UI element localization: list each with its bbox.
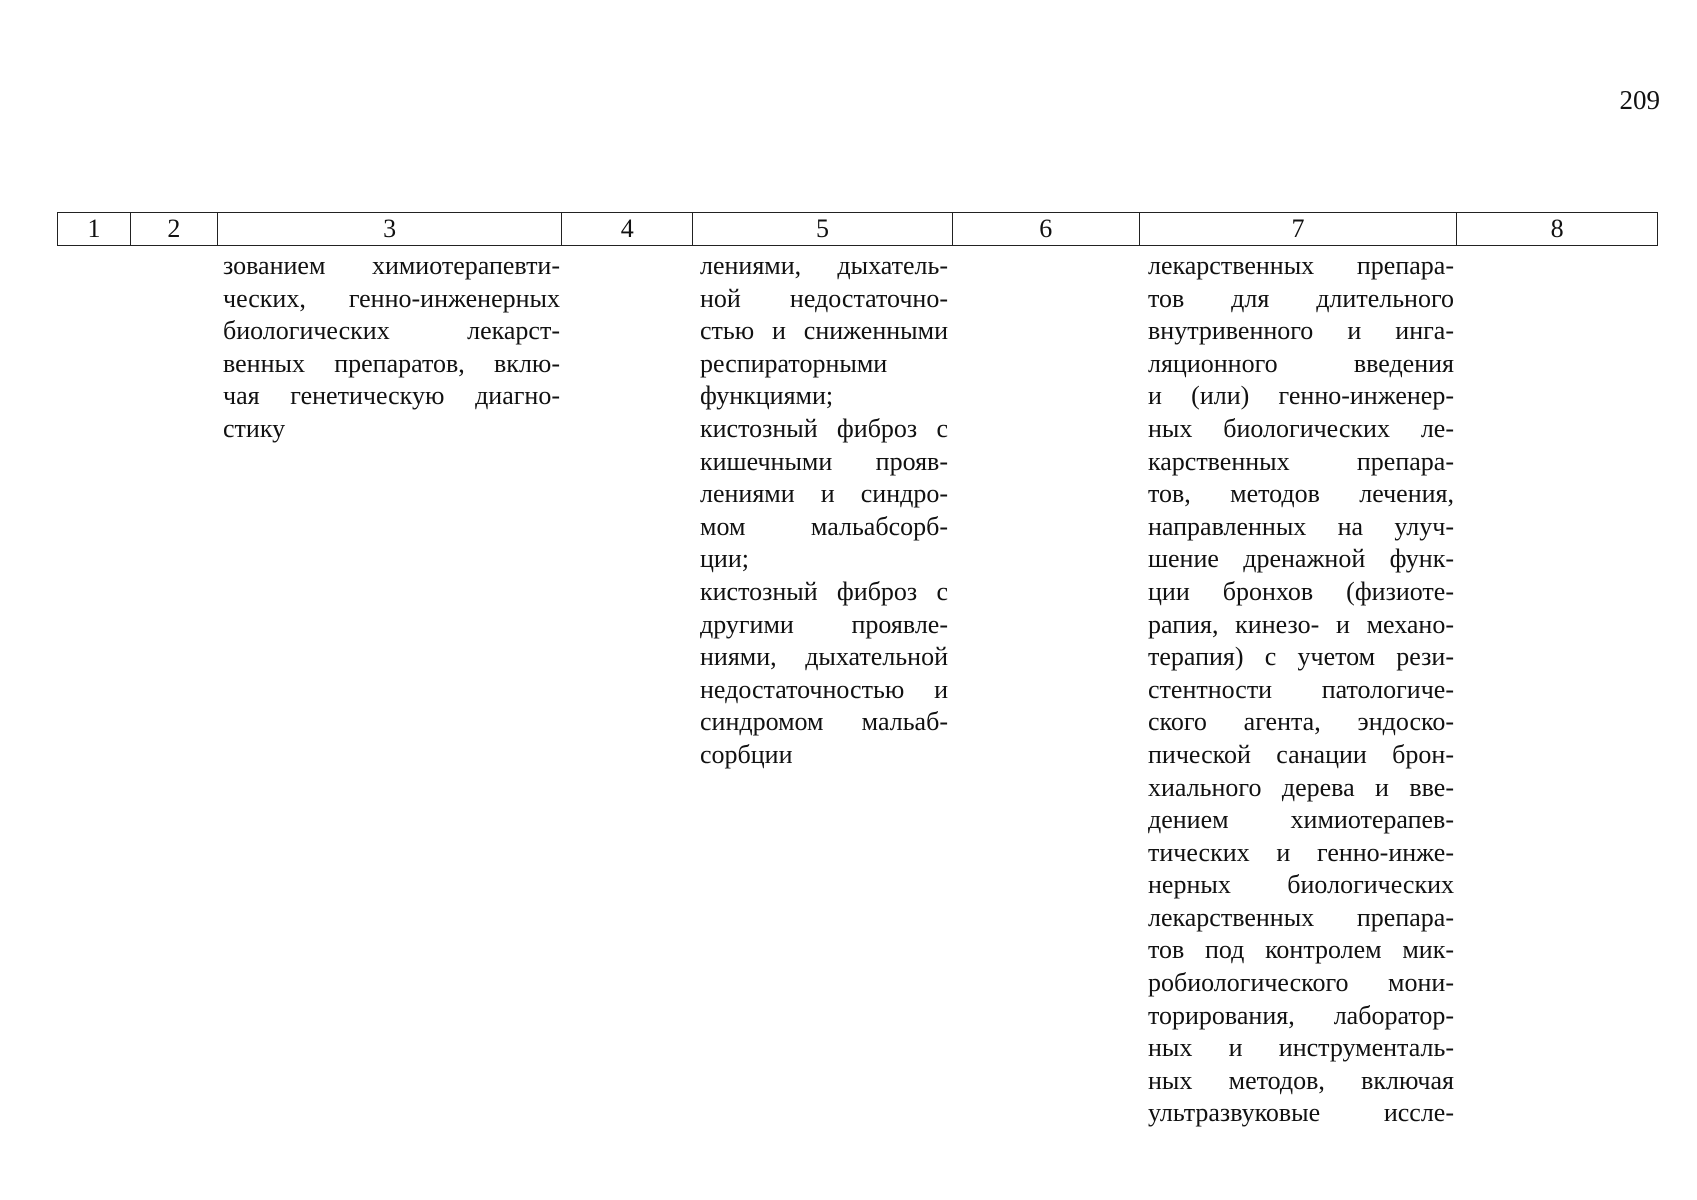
text-line: синдромом мальаб- (700, 707, 948, 737)
text-line: и (или) генно-инженер- (1148, 381, 1454, 411)
text-line: лениями и синдро- (700, 479, 948, 509)
text-line: тических и генно-инже- (1148, 837, 1454, 867)
text-line: мом мальабсорб- (700, 511, 948, 541)
text-line: рапия, кинезо- и механо- (1148, 609, 1454, 639)
text-line: кистозный фиброз с (700, 576, 948, 606)
text-line: ных методов, включая (1148, 1065, 1454, 1095)
column-number-3: 3 (218, 213, 563, 245)
text-line: ной недостаточно- (700, 283, 948, 313)
column-7-text (1148, 250, 1454, 1130)
text-line: ных и инструменталь- (1148, 1033, 1454, 1063)
text-line: сорбции (700, 739, 793, 769)
text-line: венных препаратов, вклю- (223, 348, 560, 378)
column-number-6: 6 (953, 213, 1140, 245)
column-3-text (223, 250, 560, 446)
column-number-5: 5 (693, 213, 953, 245)
text-line: пической санации брон- (1148, 739, 1454, 769)
text-line: тов под контролем мик- (1148, 935, 1454, 965)
text-line: ляционного введения (1148, 348, 1454, 378)
text-line: лекарственных препара- (1148, 902, 1454, 932)
text-line: биологических лекарст- (223, 316, 560, 346)
text-line: кистозный фиброз с (700, 413, 948, 443)
text-line: стью и сниженными (700, 316, 948, 346)
text-line: лениями, дыхатель- (700, 251, 948, 280)
column-number-7: 7 (1140, 213, 1458, 245)
text-line: ниями, дыхательной (700, 642, 948, 672)
text-line: кишечными прояв- (700, 446, 948, 476)
text-line: стику (223, 413, 286, 443)
text-line: другими проявле- (700, 609, 948, 639)
text-line: лекарственных препара- (1148, 251, 1454, 280)
text-line: ского агента, эндоско- (1148, 707, 1454, 737)
text-line: торирования, лаборатор- (1148, 1000, 1454, 1030)
text-line: ции; (700, 544, 749, 574)
column-number-1: 1 (58, 213, 131, 245)
text-line: робиологического мони- (1148, 968, 1454, 998)
column-number-2: 2 (131, 213, 218, 245)
text-line: карственных препара- (1148, 446, 1454, 476)
text-line: терапия) с учетом рези- (1148, 642, 1454, 672)
text-line: внутривенного и инга- (1148, 316, 1454, 346)
text-line: респираторными (700, 348, 888, 378)
text-line: зованием химиотерапевти- (223, 251, 560, 280)
table-header-row (57, 212, 1658, 246)
column-number-8: 8 (1550, 214, 1564, 243)
column-5-text (700, 250, 948, 772)
text-line: ультразвуковые иссле- (1148, 1098, 1454, 1128)
text-line: хиального дерева и вве- (1148, 772, 1454, 802)
text-line: тов, методов лечения, (1148, 479, 1454, 509)
text-line: направленных на улуч- (1148, 511, 1454, 541)
text-line: нерных биологических (1148, 870, 1454, 900)
text-line: ных биологических ле- (1148, 413, 1454, 443)
text-line: дением химиотерапев- (1148, 805, 1454, 835)
text-line: ческих, генно-инженерных (223, 283, 560, 313)
text-line: тов для длительного (1148, 283, 1454, 313)
text-line: недостаточностью и (700, 674, 948, 704)
text-line: чая генетическую диагно- (223, 381, 560, 411)
page-number: 209 (1619, 85, 1660, 115)
text-line: ции бронхов (физиоте- (1148, 576, 1454, 606)
text-line: функциями; (700, 381, 834, 411)
text-line: стентности патологиче- (1148, 674, 1454, 704)
text-line: шение дренажной функ- (1148, 544, 1454, 574)
column-number-4: 4 (562, 213, 693, 245)
